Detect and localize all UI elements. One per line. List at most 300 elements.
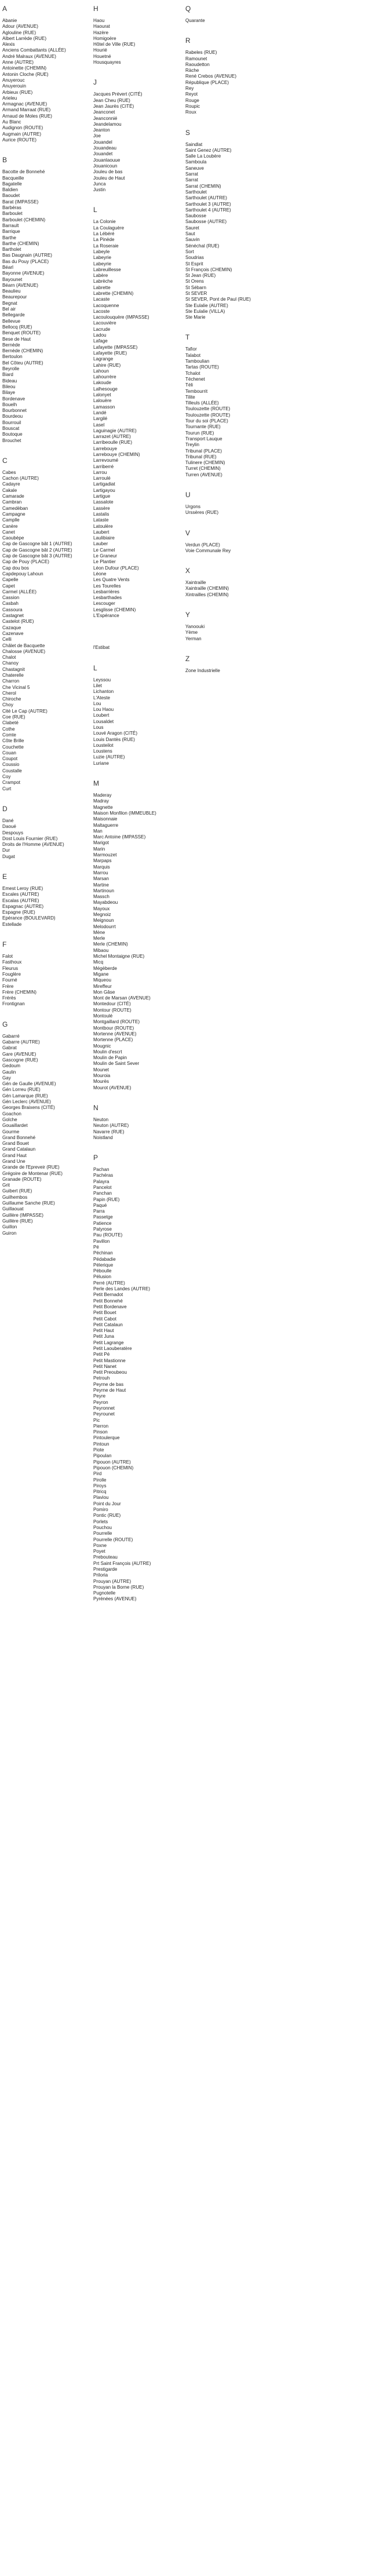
street-name-link[interactable]: Laulibiaire <box>93 535 115 541</box>
street-name-link[interactable]: Petit Laouberatère <box>93 1346 132 1351</box>
street-name-link[interactable]: Choy <box>2 702 13 708</box>
street-name-link[interactable]: Mégèberde <box>93 965 117 971</box>
street-name-link[interactable]: Lacouvière <box>93 320 116 326</box>
street-name-link[interactable]: Joe <box>93 133 101 139</box>
street-name-link[interactable]: Téchenet <box>185 376 205 382</box>
street-name-link[interactable]: Sarrat (CHEMIN) <box>185 183 221 189</box>
street-name-link[interactable]: St SEVER <box>185 290 207 296</box>
street-name-link[interactable]: Pélusion <box>93 1274 112 1280</box>
street-name-link[interactable]: Béarn (AVENUE) <box>2 282 38 288</box>
street-name-link[interactable]: Chanoy <box>2 661 19 666</box>
street-name-link[interactable]: Jean Jaurès (CITÉ) <box>93 103 134 109</box>
street-name-link[interactable]: Ladou <box>93 333 107 338</box>
street-name-link[interactable]: Fouglère <box>2 971 21 977</box>
street-name-link[interactable]: Mayabdeou <box>93 900 118 906</box>
street-name-link[interactable]: Jeanconet <box>93 110 115 115</box>
street-name-link[interactable]: Barbéras <box>2 205 21 211</box>
street-name-link[interactable]: Jouleu de Haut <box>93 175 125 181</box>
street-name-link[interactable]: Louvé Aragon (CITÉ) <box>93 731 138 736</box>
street-name-link[interactable]: Neuton (AUTRE) <box>93 1123 129 1129</box>
street-name-link[interactable]: Lahourrère <box>93 374 116 380</box>
street-name-link[interactable]: Junca <box>93 181 106 187</box>
street-name-link[interactable]: Begnat <box>2 300 17 306</box>
street-name-link[interactable]: Falot <box>2 954 13 959</box>
street-name-link[interactable]: Pic <box>93 1417 100 1423</box>
street-name-link[interactable]: Grand Bonnehé <box>2 1134 36 1140</box>
street-name-link[interactable]: Albert Larrède (RUE) <box>2 35 47 41</box>
street-name-link[interactable]: Dané <box>2 818 14 823</box>
street-name-link[interactable]: André Malraux (AVENUE) <box>2 53 56 59</box>
street-name-link[interactable]: Sarrat <box>185 177 199 183</box>
street-name-link[interactable]: Gabrat <box>2 1045 17 1051</box>
street-name-link[interactable]: Armand Marraat (RUE) <box>2 107 51 113</box>
street-name-link[interactable]: Camedèban <box>2 505 28 511</box>
street-name-link[interactable]: Petit Nanet <box>93 1363 117 1369</box>
street-name-link[interactable]: Côte Brille <box>2 738 24 744</box>
street-name-link[interactable]: Guillaume Sanche (RUE) <box>2 1201 55 1206</box>
street-name-link[interactable]: Bertoulon <box>2 354 23 360</box>
street-name-link[interactable]: Barrault <box>2 222 19 228</box>
street-name-link[interactable]: Bayonne (AVENUE) <box>2 271 45 276</box>
street-name-link[interactable]: Pyrénées (AVENUE) <box>93 1596 137 1602</box>
street-name-link[interactable]: Lilet <box>93 683 102 688</box>
street-name-link[interactable]: Lacoulouquère (IMPASSE) <box>93 315 149 320</box>
street-name-link[interactable]: Bernède <box>2 342 20 348</box>
street-name-link[interactable]: Montoulé <box>93 1013 113 1019</box>
street-name-link[interactable]: Bileou <box>2 384 16 389</box>
street-name-link[interactable]: Cap dou bos <box>2 565 29 571</box>
street-name-link[interactable]: Jeandelamou <box>93 121 122 127</box>
street-name-link[interactable]: Ste Eulalie (AUTRE) <box>185 302 228 308</box>
street-name-link[interactable]: Barat (IMPASSE) <box>2 199 39 205</box>
street-name-link[interactable]: Bouscat <box>2 426 20 431</box>
street-name-link[interactable]: Gourme <box>2 1129 20 1134</box>
street-name-link[interactable]: Léone <box>93 571 107 577</box>
street-name-link[interactable]: Casbah <box>2 601 19 607</box>
street-name-link[interactable]: Capelle <box>2 577 19 583</box>
street-name-link[interactable]: Chiroche <box>2 696 21 702</box>
street-name-link[interactable]: Toulouzette (ROUTE) <box>185 412 231 418</box>
street-name-link[interactable]: La Colonie <box>93 219 116 225</box>
street-name-link[interactable]: Peyrne de bas <box>93 1381 124 1387</box>
street-name-link[interactable]: Bacotte de Bonnehé <box>2 169 45 175</box>
street-name-link[interactable]: Barrique <box>2 229 20 235</box>
street-name-link[interactable]: Micq <box>93 959 104 965</box>
street-name-link[interactable]: Patience <box>93 1220 112 1226</box>
street-name-link[interactable]: Granade (ROUTE) <box>2 1176 42 1182</box>
street-name-link[interactable]: Lassère <box>93 505 110 511</box>
street-name-link[interactable]: Pau (ROUTE) <box>93 1232 123 1238</box>
street-name-link[interactable]: Pipoulan <box>93 1453 112 1459</box>
street-name-link[interactable]: Prouyan la Borne (RUE) <box>93 1584 144 1590</box>
street-name-link[interactable]: Anuyerouc <box>2 77 25 83</box>
street-name-link[interactable]: Saubosse (AUTRE) <box>185 219 227 225</box>
street-name-link[interactable]: Péchinan <box>93 1250 113 1256</box>
street-name-link[interactable]: Pinson <box>93 1429 108 1435</box>
street-name-link[interactable]: Maison Monfilon (IMMEUBLE) <box>93 810 156 816</box>
street-name-link[interactable]: Voie Communale Rey <box>185 548 231 553</box>
street-name-link[interactable]: Urgons <box>185 504 201 509</box>
street-name-link[interactable]: Tourun (RUE) <box>185 430 214 436</box>
street-name-link[interactable]: Tour du soi (PLACE) <box>185 418 228 424</box>
street-name-link[interactable]: Transport Lauque <box>185 436 222 442</box>
street-name-link[interactable]: Lacoquenne <box>93 302 119 308</box>
street-name-link[interactable]: Daoué <box>2 824 16 830</box>
street-name-link[interactable]: Pontic (RUE) <box>93 1513 121 1519</box>
street-name-link[interactable]: Bayounet <box>2 276 23 282</box>
street-name-link[interactable]: Xaintraille <box>185 580 206 586</box>
street-name-link[interactable]: L'Espérance <box>93 613 119 619</box>
street-name-link[interactable]: Saut <box>185 231 195 237</box>
street-name-link[interactable]: Bellocq (RUE) <box>2 324 32 330</box>
street-name-link[interactable]: Droits de l'Homme (AVENUE) <box>2 842 64 848</box>
street-name-link[interactable]: Marin <box>93 846 105 852</box>
street-name-link[interactable]: Urssères (RUE) <box>185 510 219 516</box>
street-name-link[interactable]: Bas du Pouy (PLACE) <box>2 258 49 264</box>
street-name-link[interactable]: Guibert (RUE) <box>2 1188 32 1194</box>
street-name-link[interactable]: Piroys <box>93 1483 107 1488</box>
street-name-link[interactable]: St Jean (RUE) <box>185 273 216 279</box>
street-name-link[interactable]: Rouge <box>185 97 199 103</box>
street-name-link[interactable]: Sarthoulet (AUTRE) <box>185 195 227 201</box>
street-name-link[interactable]: Poyet <box>93 1549 105 1555</box>
street-name-link[interactable]: Pourrelle (ROUTE) <box>93 1537 133 1542</box>
street-name-link[interactable]: Grégoire de Montenar (RUE) <box>2 1170 63 1176</box>
street-name-link[interactable]: Guiron <box>2 1230 17 1236</box>
street-name-link[interactable]: Guillère (IMPASSE) <box>2 1212 43 1218</box>
street-name-link[interactable]: Ràche <box>185 68 199 74</box>
street-name-link[interactable]: Martine <box>93 882 109 888</box>
street-name-link[interactable]: Petit Lagrange <box>93 1340 124 1345</box>
street-name-link[interactable]: Fasthoux <box>2 959 22 965</box>
street-name-link[interactable]: Jouandeau <box>93 145 117 151</box>
street-name-link[interactable]: Lescouger <box>93 601 115 607</box>
street-name-link[interactable]: Arieleu <box>2 95 17 101</box>
street-name-link[interactable]: Augmain (AUTRE) <box>2 131 42 137</box>
street-name-link[interactable]: Grand Bouet <box>2 1141 29 1147</box>
street-name-link[interactable]: Bas Daugnain (AUTRE) <box>2 253 52 258</box>
street-name-link[interactable]: Antonin Cloche (RUE) <box>2 71 49 77</box>
street-name-link[interactable]: Cothe <box>2 726 15 732</box>
street-name-link[interactable]: Pird <box>93 1471 102 1477</box>
street-name-link[interactable]: Petit Haut <box>93 1328 114 1334</box>
street-name-link[interactable]: Coy <box>2 774 11 780</box>
street-name-link[interactable]: Le Plantier <box>93 559 116 565</box>
street-name-link[interactable]: Cambran <box>2 499 22 505</box>
street-name-link[interactable]: Xaintraille (CHEMIN) <box>185 586 229 592</box>
street-name-link[interactable]: Lesbarthades <box>93 595 122 601</box>
street-name-link[interactable]: Mon Gâse <box>93 989 115 995</box>
street-name-link[interactable]: Roux <box>185 110 196 115</box>
street-name-link[interactable]: Tilleuls (ALLÉE) <box>185 400 219 406</box>
street-name-link[interactable]: Magnette <box>93 804 113 810</box>
street-name-link[interactable]: Grand Catalaun <box>2 1147 36 1152</box>
street-name-link[interactable]: Man <box>93 828 103 834</box>
street-name-link[interactable]: Salle La Loubère <box>185 154 221 159</box>
street-name-link[interactable]: Espagne (RUE) <box>2 910 35 915</box>
street-name-link[interactable]: Bourdeou <box>2 414 23 419</box>
street-name-link[interactable]: Tribunal (PLACE) <box>185 448 222 454</box>
street-name-link[interactable]: Camarade <box>2 494 24 499</box>
street-name-link[interactable]: Poxne <box>93 1542 107 1548</box>
street-name-link[interactable]: Anciens Combattants (ALLÉE) <box>2 48 66 53</box>
street-name-link[interactable]: Leyssou <box>93 677 111 683</box>
street-name-link[interactable]: Michel Montaigne (RUE) <box>93 954 145 959</box>
street-name-link[interactable]: St Orens <box>185 279 204 284</box>
street-name-link[interactable]: Couchette <box>2 744 24 750</box>
street-name-link[interactable]: Petit Pé <box>93 1352 110 1358</box>
street-name-link[interactable]: Pachan <box>93 1167 109 1173</box>
street-name-link[interactable]: Panchan <box>93 1191 112 1196</box>
street-name-link[interactable]: Biard <box>2 372 13 378</box>
street-name-link[interactable]: Bilaye <box>2 390 16 396</box>
street-name-link[interactable]: Haou <box>93 18 105 23</box>
street-name-link[interactable]: Prebouteau <box>93 1555 118 1560</box>
street-name-link[interactable]: Patyrose <box>93 1227 112 1232</box>
street-name-link[interactable]: Petit Mastionne <box>93 1358 126 1363</box>
street-name-link[interactable]: Sauvin <box>185 237 200 243</box>
street-name-link[interactable]: La Coulaguère <box>93 225 125 231</box>
street-name-link[interactable]: Ste Eulalie (VILLA) <box>185 308 225 314</box>
street-name-link[interactable]: Mougnic <box>93 1043 111 1049</box>
street-name-link[interactable]: Pirolle <box>93 1477 107 1483</box>
street-name-link[interactable]: Sort <box>185 249 194 254</box>
street-name-link[interactable]: Montgaillard (ROUTE) <box>93 1019 140 1025</box>
street-name-link[interactable]: Saubosse <box>185 213 206 219</box>
street-name-link[interactable]: Louis Dantès (RUE) <box>93 736 135 742</box>
street-name-link[interactable]: Arnaud de Moles (RUE) <box>2 113 52 119</box>
street-name-link[interactable]: Gouaillardet <box>2 1123 28 1129</box>
street-name-link[interactable]: Clabeté <box>2 720 19 726</box>
street-name-link[interactable]: Mouroia <box>93 1073 111 1079</box>
street-name-link[interactable]: Pavillon <box>93 1238 110 1244</box>
street-name-link[interactable]: Lassalote <box>93 499 114 505</box>
street-name-link[interactable]: Labeyle <box>93 249 110 254</box>
street-name-link[interactable]: Lauber <box>93 541 108 547</box>
street-name-link[interactable]: La Lébéré <box>93 231 115 237</box>
street-name-link[interactable]: Marc Antoine (IMPASSE) <box>93 834 146 840</box>
street-name-link[interactable]: Lartigue <box>93 494 111 499</box>
street-name-link[interactable]: Mibaou <box>93 947 109 953</box>
street-name-link[interactable]: Perré (AUTRE) <box>93 1280 125 1286</box>
street-name-link[interactable]: Reyot <box>185 92 198 97</box>
street-name-link[interactable]: Saneuve <box>185 165 204 171</box>
street-name-link[interactable]: Lafage <box>93 338 108 344</box>
street-name-link[interactable]: Lousteilot <box>93 742 114 748</box>
street-name-link[interactable]: Lagrange <box>93 356 114 362</box>
street-name-link[interactable]: Yème <box>185 630 198 636</box>
street-name-link[interactable]: Papin (RUE) <box>93 1196 120 1202</box>
street-name-link[interactable]: Cachon (AUTRE) <box>2 476 39 481</box>
street-name-link[interactable]: St François (CHEMIN) <box>185 267 232 272</box>
street-name-link[interactable]: Pachéras <box>93 1173 114 1178</box>
street-name-link[interactable]: Lastalis <box>93 511 109 517</box>
street-name-link[interactable]: Dost Louis Fournier (RUE) <box>2 835 58 841</box>
street-name-link[interactable]: Châlet de Bacquette <box>2 643 45 648</box>
street-name-link[interactable]: Petit Bouet <box>93 1310 116 1316</box>
street-name-link[interactable]: La Roseraie <box>93 243 119 249</box>
street-name-link[interactable]: Sarthoulet 3 (AUTRE) <box>185 201 231 207</box>
street-name-link[interactable]: Labrette (CHEMIN) <box>93 290 134 296</box>
street-name-link[interactable]: Housquayres <box>93 60 121 65</box>
street-name-link[interactable]: Marrou <box>93 870 108 875</box>
street-name-link[interactable]: Comte <box>2 732 16 738</box>
street-name-link[interactable]: Crampot <box>2 780 21 786</box>
street-name-link[interactable]: Le Carmel <box>93 547 115 553</box>
street-name-link[interactable]: Tartas (ROUTE) <box>185 364 220 370</box>
street-name-link[interactable]: Anne (AUTRE) <box>2 60 34 65</box>
street-name-link[interactable]: Couan <box>2 750 16 756</box>
street-name-link[interactable]: Fourné <box>2 977 17 983</box>
street-name-link[interactable]: Petit Juna <box>93 1334 114 1340</box>
street-name-link[interactable]: Coussio <box>2 762 20 768</box>
street-name-link[interactable]: Beaurepour <box>2 294 27 300</box>
street-name-link[interactable]: Raoudetton <box>185 61 210 67</box>
street-name-link[interactable]: Lichanton <box>93 689 114 695</box>
street-name-link[interactable]: Tribunal (RUE) <box>185 454 217 459</box>
street-name-link[interactable]: Luriane <box>93 760 109 766</box>
street-name-link[interactable]: Téli <box>185 382 193 388</box>
street-name-link[interactable]: Escales (AUTRE) <box>2 892 39 897</box>
street-name-link[interactable]: Brouchet <box>2 437 21 443</box>
street-name-link[interactable]: Barthe (CHEMIN) <box>2 240 39 246</box>
street-name-link[interactable]: Pélerique <box>93 1262 114 1268</box>
street-name-link[interactable]: Pourrelle <box>93 1531 112 1537</box>
street-name-link[interactable]: Bideau <box>2 378 17 384</box>
street-name-link[interactable]: Bellevue <box>2 318 21 324</box>
street-name-link[interactable]: Moulin de Saint Sever <box>93 1061 140 1067</box>
street-name-link[interactable]: Barthe <box>2 235 16 240</box>
street-name-link[interactable]: Guillon <box>2 1224 17 1230</box>
street-name-link[interactable]: Laubert <box>93 529 109 535</box>
street-name-link[interactable]: Pédabadie <box>93 1256 116 1262</box>
street-name-link[interactable]: Maisonnaie <box>93 816 118 822</box>
street-name-link[interactable]: Madray <box>93 798 109 804</box>
street-name-link[interactable]: Lahoun <box>93 368 109 374</box>
street-name-link[interactable]: Moulin d'escrt <box>93 1049 122 1055</box>
street-name-link[interactable]: Labrette <box>93 284 111 290</box>
street-name-link[interactable]: Loubert <box>93 713 109 718</box>
street-name-link[interactable]: Largilé <box>93 416 108 422</box>
street-name-link[interactable]: Pipouon (CHEMIN) <box>93 1465 134 1471</box>
street-name-link[interactable]: Capdepouy Lahoun <box>2 571 43 577</box>
street-name-link[interactable]: Antoinette (CHEMIN) <box>2 65 47 71</box>
street-name-link[interactable]: Péboulle <box>93 1268 112 1274</box>
street-name-link[interactable]: Pintoulerque <box>93 1435 120 1441</box>
street-name-link[interactable]: Hazère <box>93 30 109 35</box>
street-name-link[interactable]: Gare (AVENUE) <box>2 1051 36 1057</box>
street-name-link[interactable]: Béarl <box>2 264 13 270</box>
street-name-link[interactable]: Merle (CHEMIN) <box>93 942 128 947</box>
street-name-link[interactable]: Larrazet (AUTRE) <box>93 434 131 440</box>
street-name-link[interactable]: Martinoun <box>93 888 114 893</box>
street-name-link[interactable]: Tournante (RUE) <box>185 424 221 430</box>
street-name-link[interactable]: Armagnac (AVENUE) <box>2 101 47 107</box>
street-name-link[interactable]: Larrevoumé <box>93 458 119 464</box>
street-name-link[interactable]: Bacqueille <box>2 175 24 181</box>
street-name-link[interactable]: Castagnet <box>2 613 24 619</box>
street-name-link[interactable]: Tamboulian <box>185 359 210 364</box>
street-name-link[interactable]: Pugnotelle <box>93 1590 116 1596</box>
street-name-link[interactable]: Che Vicinal 5 <box>2 684 30 690</box>
street-name-link[interactable]: Point du Jour <box>93 1501 121 1506</box>
street-name-link[interactable]: Lou <box>93 700 101 706</box>
street-name-link[interactable]: Celli <box>2 637 12 643</box>
street-name-link[interactable]: Petit Cabot <box>93 1316 117 1322</box>
street-name-link[interactable]: Bese de Haut <box>2 336 31 342</box>
street-name-link[interactable]: Beaulieu <box>2 289 21 294</box>
street-name-link[interactable]: Lesglisse (CHEMIN) <box>93 607 136 612</box>
street-name-link[interactable]: Larroulé <box>93 476 111 481</box>
street-name-link[interactable]: Gay <box>2 1075 11 1081</box>
street-name-link[interactable]: Les Quatre Vents <box>93 577 130 583</box>
street-name-link[interactable]: Chaterelle <box>2 672 24 678</box>
street-name-link[interactable]: Pitricq <box>93 1489 107 1495</box>
street-name-link[interactable]: Chalosse (AVENUE) <box>2 648 46 654</box>
street-name-link[interactable]: Larriberré <box>93 464 114 469</box>
street-name-link[interactable]: Massch <box>93 894 109 900</box>
street-name-link[interactable]: Pouchou <box>93 1524 112 1530</box>
street-name-link[interactable]: Lahire (RUE) <box>93 362 121 368</box>
street-name-link[interactable]: Rey <box>185 86 194 92</box>
street-name-link[interactable]: Cabes <box>2 469 16 475</box>
street-name-link[interactable]: Palayra <box>93 1178 109 1184</box>
street-name-link[interactable]: Jouanicoun <box>93 163 118 169</box>
street-name-link[interactable]: Verdun (PLACE) <box>185 542 220 548</box>
street-name-link[interactable]: Lalouère <box>93 398 112 404</box>
street-name-link[interactable]: Gedoum <box>2 1063 21 1069</box>
street-name-link[interactable]: Pomiro <box>93 1507 108 1513</box>
street-name-link[interactable]: Hourié <box>93 48 107 53</box>
street-name-link[interactable]: Marmouzet <box>93 852 117 858</box>
street-name-link[interactable]: Mont de Marsan (AVENUE) <box>93 995 151 1001</box>
street-name-link[interactable]: Georges Braixens (CITÉ) <box>2 1105 55 1111</box>
street-name-link[interactable]: Frérès <box>2 995 16 1001</box>
street-name-link[interactable]: Cadayre <box>2 481 20 487</box>
street-name-link[interactable]: Au Blanc <box>2 119 21 125</box>
street-name-link[interactable]: Tafior <box>185 346 197 352</box>
street-name-link[interactable]: St Sébarn <box>185 284 206 290</box>
street-name-link[interactable]: Boutoque <box>2 432 23 437</box>
street-name-link[interactable]: République (PLACE) <box>185 79 229 85</box>
street-name-link[interactable]: Mourès <box>93 1079 109 1085</box>
street-name-link[interactable]: Camplle <box>2 517 20 523</box>
street-name-link[interactable]: Tembourrit <box>185 388 208 394</box>
street-name-link[interactable]: Saint Genez (AUTRE) <box>185 147 232 153</box>
street-name-link[interactable]: Jouandet <box>93 151 113 157</box>
street-name-link[interactable]: L'Ateste <box>93 695 110 700</box>
street-name-link[interactable]: Lasel <box>93 422 105 428</box>
street-name-link[interactable]: Caoubèpe <box>2 535 24 541</box>
street-name-link[interactable]: Cherol <box>2 690 16 696</box>
street-name-link[interactable]: Lou Haou <box>93 707 114 713</box>
street-name-link[interactable]: Maderay <box>93 793 112 798</box>
street-name-link[interactable]: Bel air <box>2 307 16 312</box>
street-name-link[interactable]: Cakale <box>2 487 17 493</box>
street-name-link[interactable]: Jeanton <box>93 127 110 133</box>
street-name-link[interactable]: Peyronnet <box>93 1405 115 1411</box>
street-name-link[interactable]: Petit Preoubeou <box>93 1370 127 1375</box>
street-name-link[interactable]: Passetge <box>93 1214 113 1220</box>
street-name-link[interactable]: Lartigadiat <box>93 481 115 487</box>
street-name-link[interactable]: Lafayette (IMPASSE) <box>93 344 138 350</box>
street-name-link[interactable]: Cap de Gascogne bât 1 (AUTRE) <box>2 541 72 547</box>
street-name-link[interactable]: Turren (AVENUE) <box>185 472 222 477</box>
street-name-link[interactable]: Grand Haut <box>2 1152 27 1158</box>
street-name-link[interactable]: Dur <box>2 848 10 853</box>
street-name-link[interactable]: Escalas (AUTRE) <box>2 897 39 903</box>
street-name-link[interactable]: Aglouline (RUE) <box>2 30 36 35</box>
